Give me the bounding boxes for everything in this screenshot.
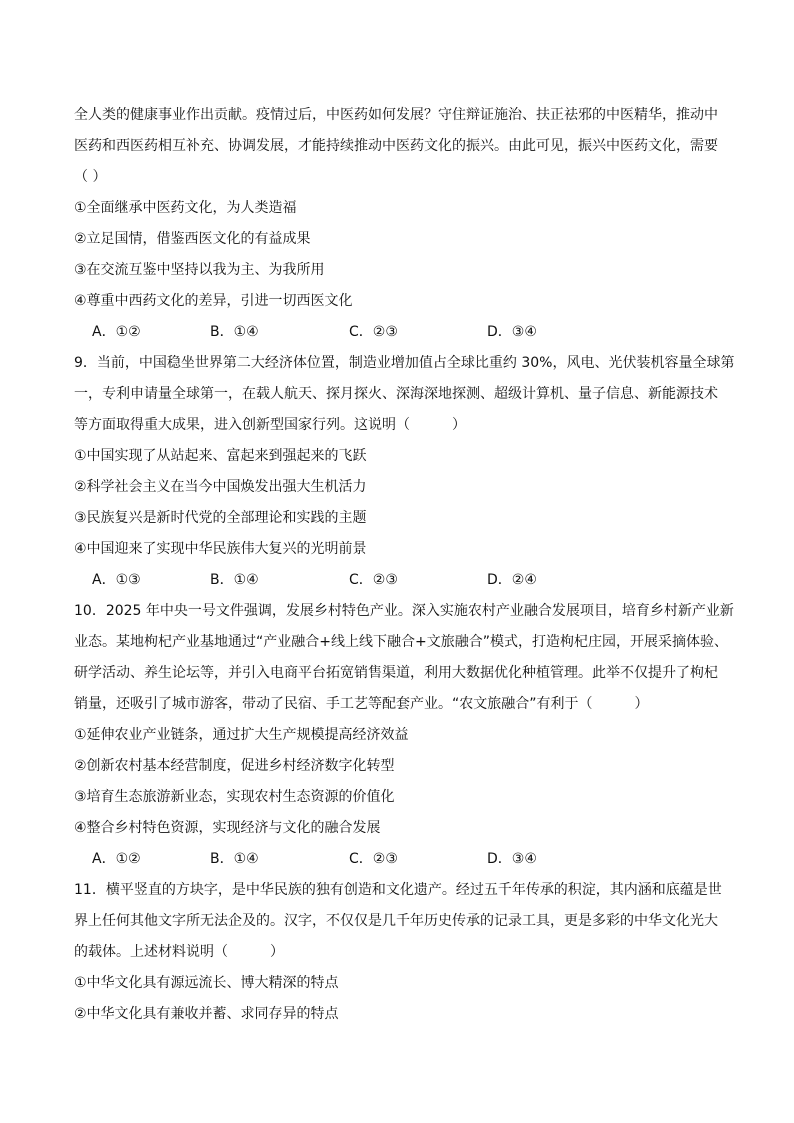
question-9-statement-3: ③民族复兴是新时代党的全部理论和实践的主题	[74, 510, 367, 526]
question-8-statement-1: ①全面继承中医药文化，为人类造福	[74, 200, 297, 216]
question-9-statement-1: ①中国实现了从站起来、富起来到强起来的飞跃	[74, 448, 367, 464]
question-10-option-a: A．①②	[92, 851, 141, 867]
question-10-statement-4: ④整合乡村特色资源，实现经济与文化的融合发展	[74, 820, 381, 836]
question-9-line-2: 一，专利申请量全球第一，在载人航天、探月探火、深海深地探测、超级计算机、量子信息、新能源技术	[74, 386, 718, 402]
question-11-line-2: 界上任何其他文字所无法企及的。汉字，不仅仅是几千年历史传承的记录工具，更是多彩的中华文化光大	[74, 913, 718, 929]
question-8-line-2: 医药和西医药相互补充、协调发展，才能持续推动中医药文化的振兴。由此可见，振兴中医药文化，需要	[74, 138, 718, 154]
question-11-line-1: 11．横平竖直的方块字，是中华民族的独有创造和文化遗产。经过五千年传承的积淀，其内涵和底蕴是世	[74, 882, 722, 898]
question-8-option-a: A．①②	[92, 324, 141, 340]
question-9-line-1: 9．当前，中国稳坐世界第二大经济体位置，制造业增加值占全球比重约 30%，风电、光伏装机容量全球第	[74, 355, 735, 371]
question-9-option-b: B．①④	[210, 572, 259, 588]
question-8-option-c: C．②③	[349, 324, 398, 340]
question-10-option-b: B．①④	[210, 851, 259, 867]
question-10-statement-3: ③培育生态旅游新业态，实现农村生态资源的价值化	[74, 789, 395, 805]
question-10	[74, 596, 734, 875]
question-10-statement-2: ②创新农村基本经营制度，促进乡村经济数字化转型	[74, 758, 395, 774]
question-10-options	[74, 844, 724, 875]
question-9-statement-2: ②科学社会主义在当今中国焕发出强大生机活力	[74, 479, 367, 495]
question-11-statement-2: ②中华文化具有兼收并蓄、求同存异的特点	[74, 1006, 339, 1022]
question-9-statement-4: ④中国迎来了实现中华民族伟大复兴的光明前景	[74, 541, 367, 557]
question-8-answer-blank: （ ）	[74, 169, 107, 185]
question-8-option-d: D．③④	[487, 324, 537, 340]
question-10-line-3: 研学活动、养生论坛等，并引入电商平台拓宽销售渠道，利用大数据优化种植管理。此举不仅提升了枸杞	[74, 665, 718, 681]
question-9-line-3: 等方面取得重大成果，进入创新型国家行列。这说明（ ）	[74, 417, 466, 433]
question-11-line-3: 的载体。上述材料说明（ ）	[74, 944, 284, 960]
question-8-line-1: 全人类的健康事业作出贡献。疫情过后，中医药如何发展？守住辩证施治、扶正祛邪的中医精华，推动中	[74, 107, 718, 123]
question-11	[74, 875, 724, 1030]
document-content	[74, 100, 735, 1030]
question-11-statement-1: ①中华文化具有源远流长、博大精深的特点	[74, 975, 339, 991]
question-8-statement-3: ③在交流互鉴中坚持以我为主、为我所用	[74, 262, 325, 278]
question-9-option-d: D．②④	[487, 572, 537, 588]
question-9-option-c: C．②③	[349, 572, 398, 588]
question-8	[74, 100, 724, 348]
question-10-option-c: C．②③	[349, 851, 398, 867]
question-10-option-d: D．③④	[487, 851, 537, 867]
question-8-option-b: B．①④	[210, 324, 259, 340]
question-8-statement-4: ④尊重中西药文化的差异，引进一切西医文化	[74, 293, 353, 309]
question-9	[74, 348, 735, 596]
question-10-statement-1: ①延伸农业产业链条，通过扩大生产规模提高经济效益	[74, 727, 409, 743]
question-10-line-1: 10．2025 年中央一号文件强调，发展乡村特色产业。深入实施农村产业融合发展项目，培育乡村新产业新	[74, 603, 734, 619]
question-10-line-2: 业态。某地枸杞产业基地通过“产业融合+线上线下融合+文旅融合”模式，打造枸杞庄园，开展采摘体验、	[74, 634, 728, 650]
question-8-options	[74, 317, 724, 348]
question-10-line-4: 销量，还吸引了城市游客，带动了民宿、手工艺等配套产业。“农文旅融合”有利于（ ）	[74, 696, 649, 712]
question-9-option-a: A．①③	[92, 572, 141, 588]
question-9-options	[74, 565, 724, 596]
question-8-statement-2: ②立足国情，借鉴西医文化的有益成果	[74, 231, 311, 247]
